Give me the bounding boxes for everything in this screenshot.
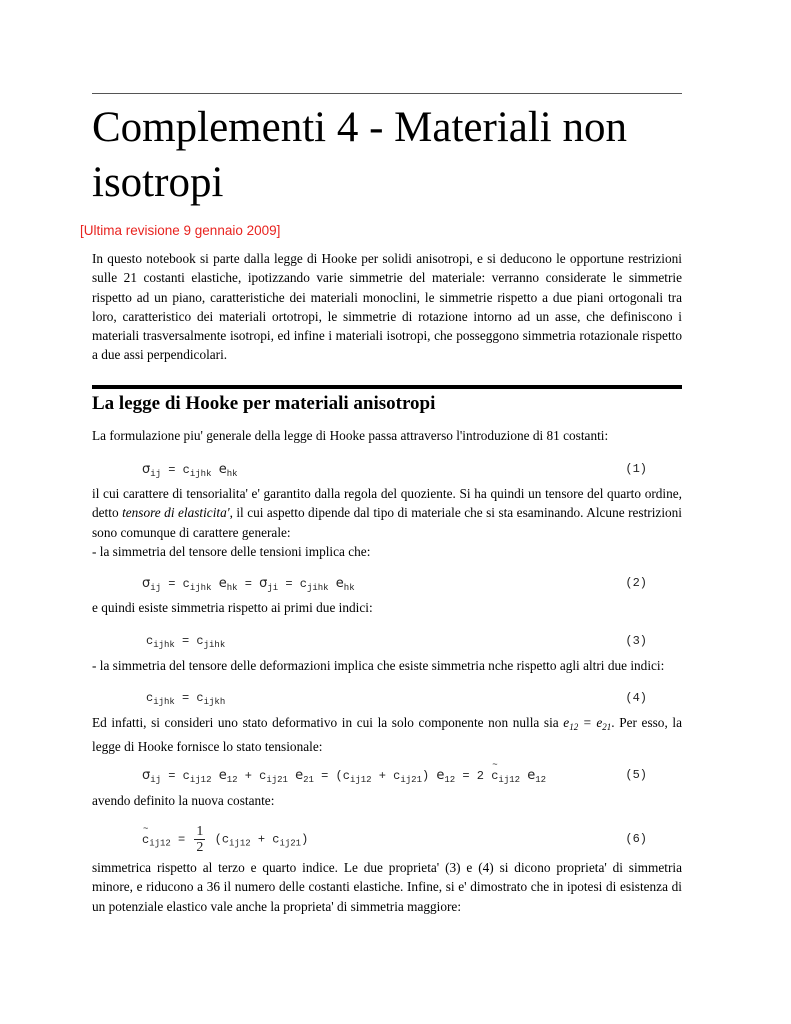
paragraph-1: La formulazione piu' generale della legge di Hooke passa attraverso l'introduzione di 81 costanti: xyxy=(92,428,609,443)
equation-4 xyxy=(146,691,647,713)
equation-3-number: (3) xyxy=(625,634,647,648)
equation-5-formula: $\sigma_{ij} = c_{ij12}$ $e_{12} + c_{ij21}$ $e_{21} = (c_{ij12} + c_{ij21}) e_{12} = 2$ ~ $c_{ij12}$ $e_{12}$ xyxy=(142,768,546,785)
equation-4-formula: $c_{ijhk} = c_{ijkh}$ xyxy=(146,691,226,707)
top-rule xyxy=(92,93,682,94)
paragraph-4: - la simmetria del tensore delle deformazioni implica che esiste simmetria nche rispetto agli altri due indici: xyxy=(92,658,665,673)
equation-2-formula: $\sigma_{ij} = c_{ijhk}$ $e_{hk} = \sigma_{ji} = c_{jihk}$ $e_{hk}$ xyxy=(142,576,355,593)
equation-2-number: (2) xyxy=(625,576,647,590)
page-title: Complementi 4 - Materiali non isotropi xyxy=(92,104,628,206)
paragraph-2: il cui carattere di tensorialita' e' garantito dalla regola del quoziente. Si ha quindi un tensore del quarto ordine, detto tensore di elasticita', il cui aspetto dipende dal tipo di materiale che si sta esaminando. Alcune restrizioni sono comunque di carattere generale: - la simmetria del tensore delle tensioni implica che: xyxy=(92,486,683,559)
equation-1-number: (1) xyxy=(625,462,647,476)
fraction-one-half: $\frac{1}{2}$ xyxy=(196,824,204,855)
section-title: La legge di Hooke per materiali anisotropi xyxy=(92,393,436,414)
equation-5 xyxy=(142,768,647,790)
paragraph-5: Ed infatti, si consideri uno stato deformativo in cui la solo componente non nulla sia $e_{12} = e_{21}$. Per esso, la legge di Hooke fornisce lo stato tensionale: xyxy=(92,715,682,755)
equation-1-formula: $\sigma_{ij} = c_{ijhk}$ $e_{hk}$ xyxy=(142,462,238,479)
revision-note: [Ultima revisione 9 gennaio 2009] xyxy=(80,223,281,238)
paragraph-3: e quindi esiste simmetria rispetto ai primi due indici: xyxy=(92,600,373,615)
equation-6 xyxy=(142,824,647,858)
equation-6-formula: ~ $c_{ij12}$ = $\frac{1}{2}$ $(c_{ij12} + c_{ij21})$ xyxy=(142,824,308,855)
equation-5-number: (5) xyxy=(625,768,647,782)
equation-2 xyxy=(142,576,647,598)
paragraph-6: avendo definito la nuova costante: xyxy=(92,793,275,808)
paragraph-7: simmetrica rispetto al terzo e quarto indice. Le due proprieta' (3) e (4) si dicono proprieta' di simmetria minore, e riducono a 36 il numero delle costanti elastiche. Infine, si e' dimostrato che in ipotesi di esistenza di un potenziale elastico vale anche la proprieta' di simmetria maggiore: xyxy=(92,860,682,914)
equation-6-number: (6) xyxy=(625,832,647,846)
intro-paragraph: In questo notebook si parte dalla legge di Hooke per solidi anisotropi, e si deducono le opportune restrizioni sulle 21 costanti elastiche, ipotizzando varie simmetrie del materiale: verranno considerate le simmetrie rispetto ad un piano, caratteristiche dei materiali monoclini, le simmetrie rispetto a due piani ortogonali tra loro, caratteristico dei materiali ortotropi, le simmetrie di rotazione intorno ad un asse, che definiscono i materiali trasversalmente isotropi, ed infine i materiali isotropi, che posseggono simmetria rotazionale rispetto a due assi perpendicolari. xyxy=(92,251,682,363)
equation-3-formula: $c_{ijhk} = c_{jihk}$ xyxy=(146,634,226,650)
equation-4-number: (4) xyxy=(625,691,647,705)
inline-math: $e_{12} = e_{21}$ xyxy=(563,715,612,732)
equation-1 xyxy=(142,462,647,484)
equation-3 xyxy=(146,634,647,656)
section-rule xyxy=(92,385,682,389)
italic-term: tensore di elasticita' xyxy=(122,505,230,521)
